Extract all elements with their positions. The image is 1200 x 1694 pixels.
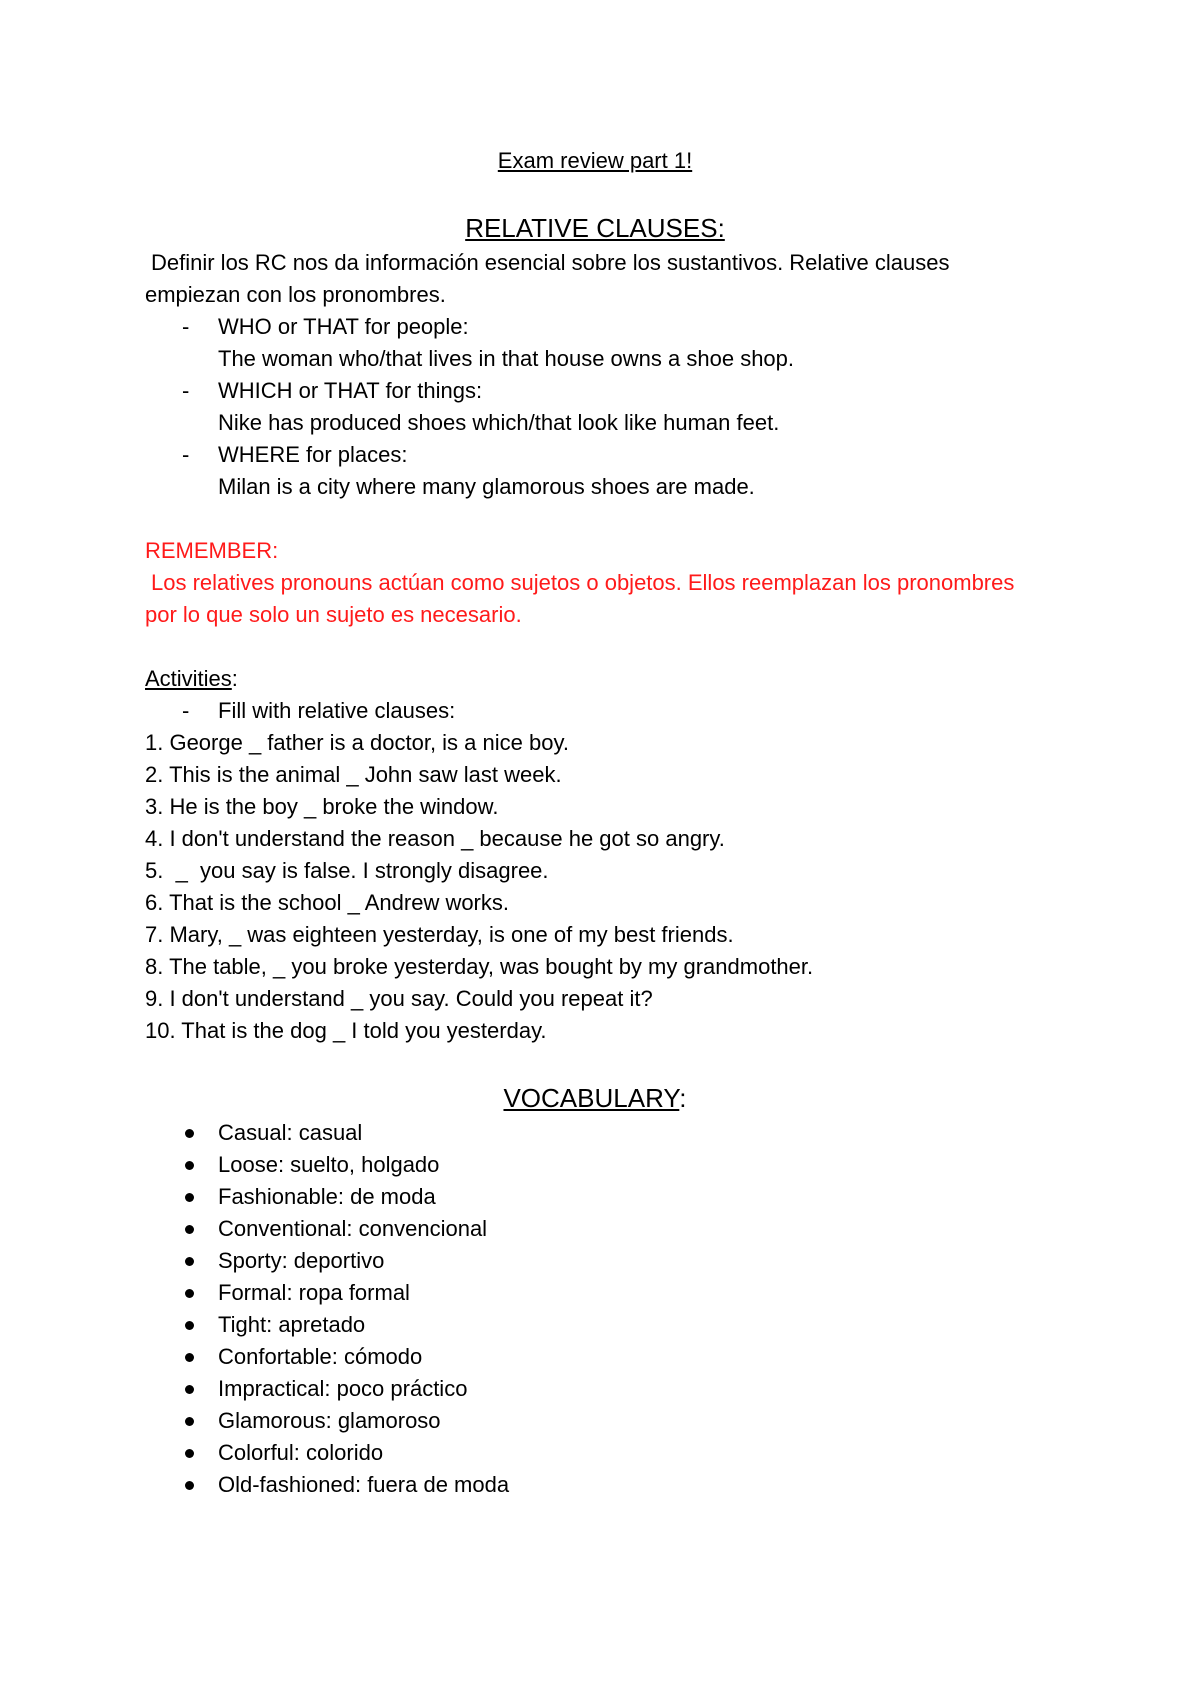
vocabulary-item [145, 1245, 1045, 1277]
bullet-icon [185, 1385, 194, 1394]
bullet-icon [185, 1449, 194, 1458]
bullet-icon [185, 1417, 194, 1426]
bullet-icon [185, 1353, 194, 1362]
rule-item [145, 439, 1045, 471]
dash-bullet: - [182, 698, 190, 723]
relative-clauses-heading [145, 209, 1045, 247]
bullet-icon [185, 1129, 194, 1138]
relative-clauses-heading-text: RELATIVE CLAUSES: [465, 213, 725, 243]
question-item: 10. That is the dog _ I told you yesterday. [145, 1018, 547, 1043]
rule-text: WHO or THAT for people: [218, 314, 469, 339]
activity-questions [145, 727, 1045, 1047]
question-item: 2. This is the animal _ John saw last week. [145, 762, 562, 787]
vocabulary-item [145, 1277, 1045, 1309]
spacer [145, 503, 1045, 535]
rule-item [145, 311, 1045, 343]
dash-bullet: - [182, 314, 190, 339]
relative-pronoun-rules [145, 311, 1045, 343]
bullet-icon [185, 1193, 194, 1202]
bullet-icon [185, 1225, 194, 1234]
instruction-item [145, 695, 1045, 727]
vocabulary-text: Loose: suelto, holgado [218, 1152, 440, 1177]
activities-label: Activities [145, 666, 232, 691]
dash-bullet: - [182, 378, 190, 403]
vocabulary-item [145, 1181, 1045, 1213]
vocabulary-heading-text: VOCABULARY [503, 1083, 680, 1113]
question-item: 9. I don't understand _ you say. Could you repeat it? [145, 986, 653, 1011]
vocabulary-item [145, 1213, 1045, 1245]
rule-item [145, 375, 1045, 407]
document-title: Exam review part 1! [497, 148, 693, 173]
vocabulary-heading: VOCABULARY: [503, 1083, 687, 1113]
bullet-icon [185, 1161, 194, 1170]
document-content [145, 145, 1045, 1501]
question-item: 5. _ you say is false. I strongly disagree. [145, 858, 549, 883]
question-item: 7. Mary, _ was eighteen yesterday, is one of my best friends. [145, 922, 734, 947]
relative-pronoun-rules [145, 439, 1045, 471]
vocabulary-text: Conventional: convencional [218, 1216, 488, 1241]
bullet-icon [185, 1257, 194, 1266]
question-item: 1. George _ father is a doctor, is a nice boy. [145, 730, 569, 755]
bullet-icon [185, 1289, 194, 1298]
vocabulary-text: Confortable: cómodo [218, 1344, 423, 1369]
vocabulary-item [145, 1149, 1045, 1181]
vocabulary-item [145, 1341, 1045, 1373]
question-item: 8. The table, _ you broke yesterday, was bought by my grandmother. [145, 954, 814, 979]
spacer [145, 177, 1045, 209]
vocabulary-text: Tight: apretado [218, 1312, 366, 1337]
vocabulary-text: Casual: casual [218, 1120, 363, 1145]
remember-text: Los relatives pronouns actúan como sujetos o objetos. Ellos reemplazan los pronombres por lo que solo un sujeto es necesario. [145, 570, 1015, 627]
vocabulary-item [145, 1373, 1045, 1405]
remember-label: REMEMBER: [145, 538, 279, 563]
vocabulary-text: Impractical: poco práctico [218, 1376, 468, 1401]
activities-heading: Activities: [145, 666, 238, 691]
bullet-icon [185, 1481, 194, 1490]
vocabulary-text: Sporty: deportivo [218, 1248, 385, 1273]
relative-pronoun-rules [145, 375, 1045, 407]
question-item: 4. I don't understand the reason _ because he got so angry. [145, 826, 725, 851]
instruction-text: Fill with relative clauses: [218, 698, 456, 723]
rule-example: Milan is a city where many glamorous shoes are made. [218, 474, 755, 499]
rule-example: The woman who/that lives in that house owns a shoe shop. [218, 346, 795, 371]
rule-text: WHICH or THAT for things: [218, 378, 483, 403]
vocabulary-text: Fashionable: de moda [218, 1184, 436, 1209]
rule-example: Nike has produced shoes which/that look like human feet. [218, 410, 780, 435]
vocabulary-text: Colorful: colorido [218, 1440, 384, 1465]
vocabulary-item [145, 1405, 1045, 1437]
relative-clauses-intro: Definir los RC nos da información esencial sobre los sustantivos. Relative clauses empiezan con los pronombres. [145, 250, 950, 307]
spacer [145, 631, 1045, 663]
activities-instructions [145, 695, 1045, 727]
question-item: 6. That is the school _ Andrew works. [145, 890, 509, 915]
spacer [145, 1047, 1045, 1079]
vocabulary-text: Glamorous: glamoroso [218, 1408, 441, 1433]
question-item: 3. He is the boy _ broke the window. [145, 794, 499, 819]
dash-bullet: - [182, 442, 190, 467]
vocabulary-text: Old-fashioned: fuera de moda [218, 1472, 510, 1497]
rule-text: WHERE for places: [218, 442, 408, 467]
vocabulary-item [145, 1437, 1045, 1469]
vocabulary-item [145, 1469, 1045, 1501]
vocabulary-list [145, 1117, 1045, 1501]
vocabulary-item [145, 1309, 1045, 1341]
bullet-icon [185, 1321, 194, 1330]
vocabulary-item [145, 1117, 1045, 1149]
vocabulary-text: Formal: ropa formal [218, 1280, 410, 1305]
